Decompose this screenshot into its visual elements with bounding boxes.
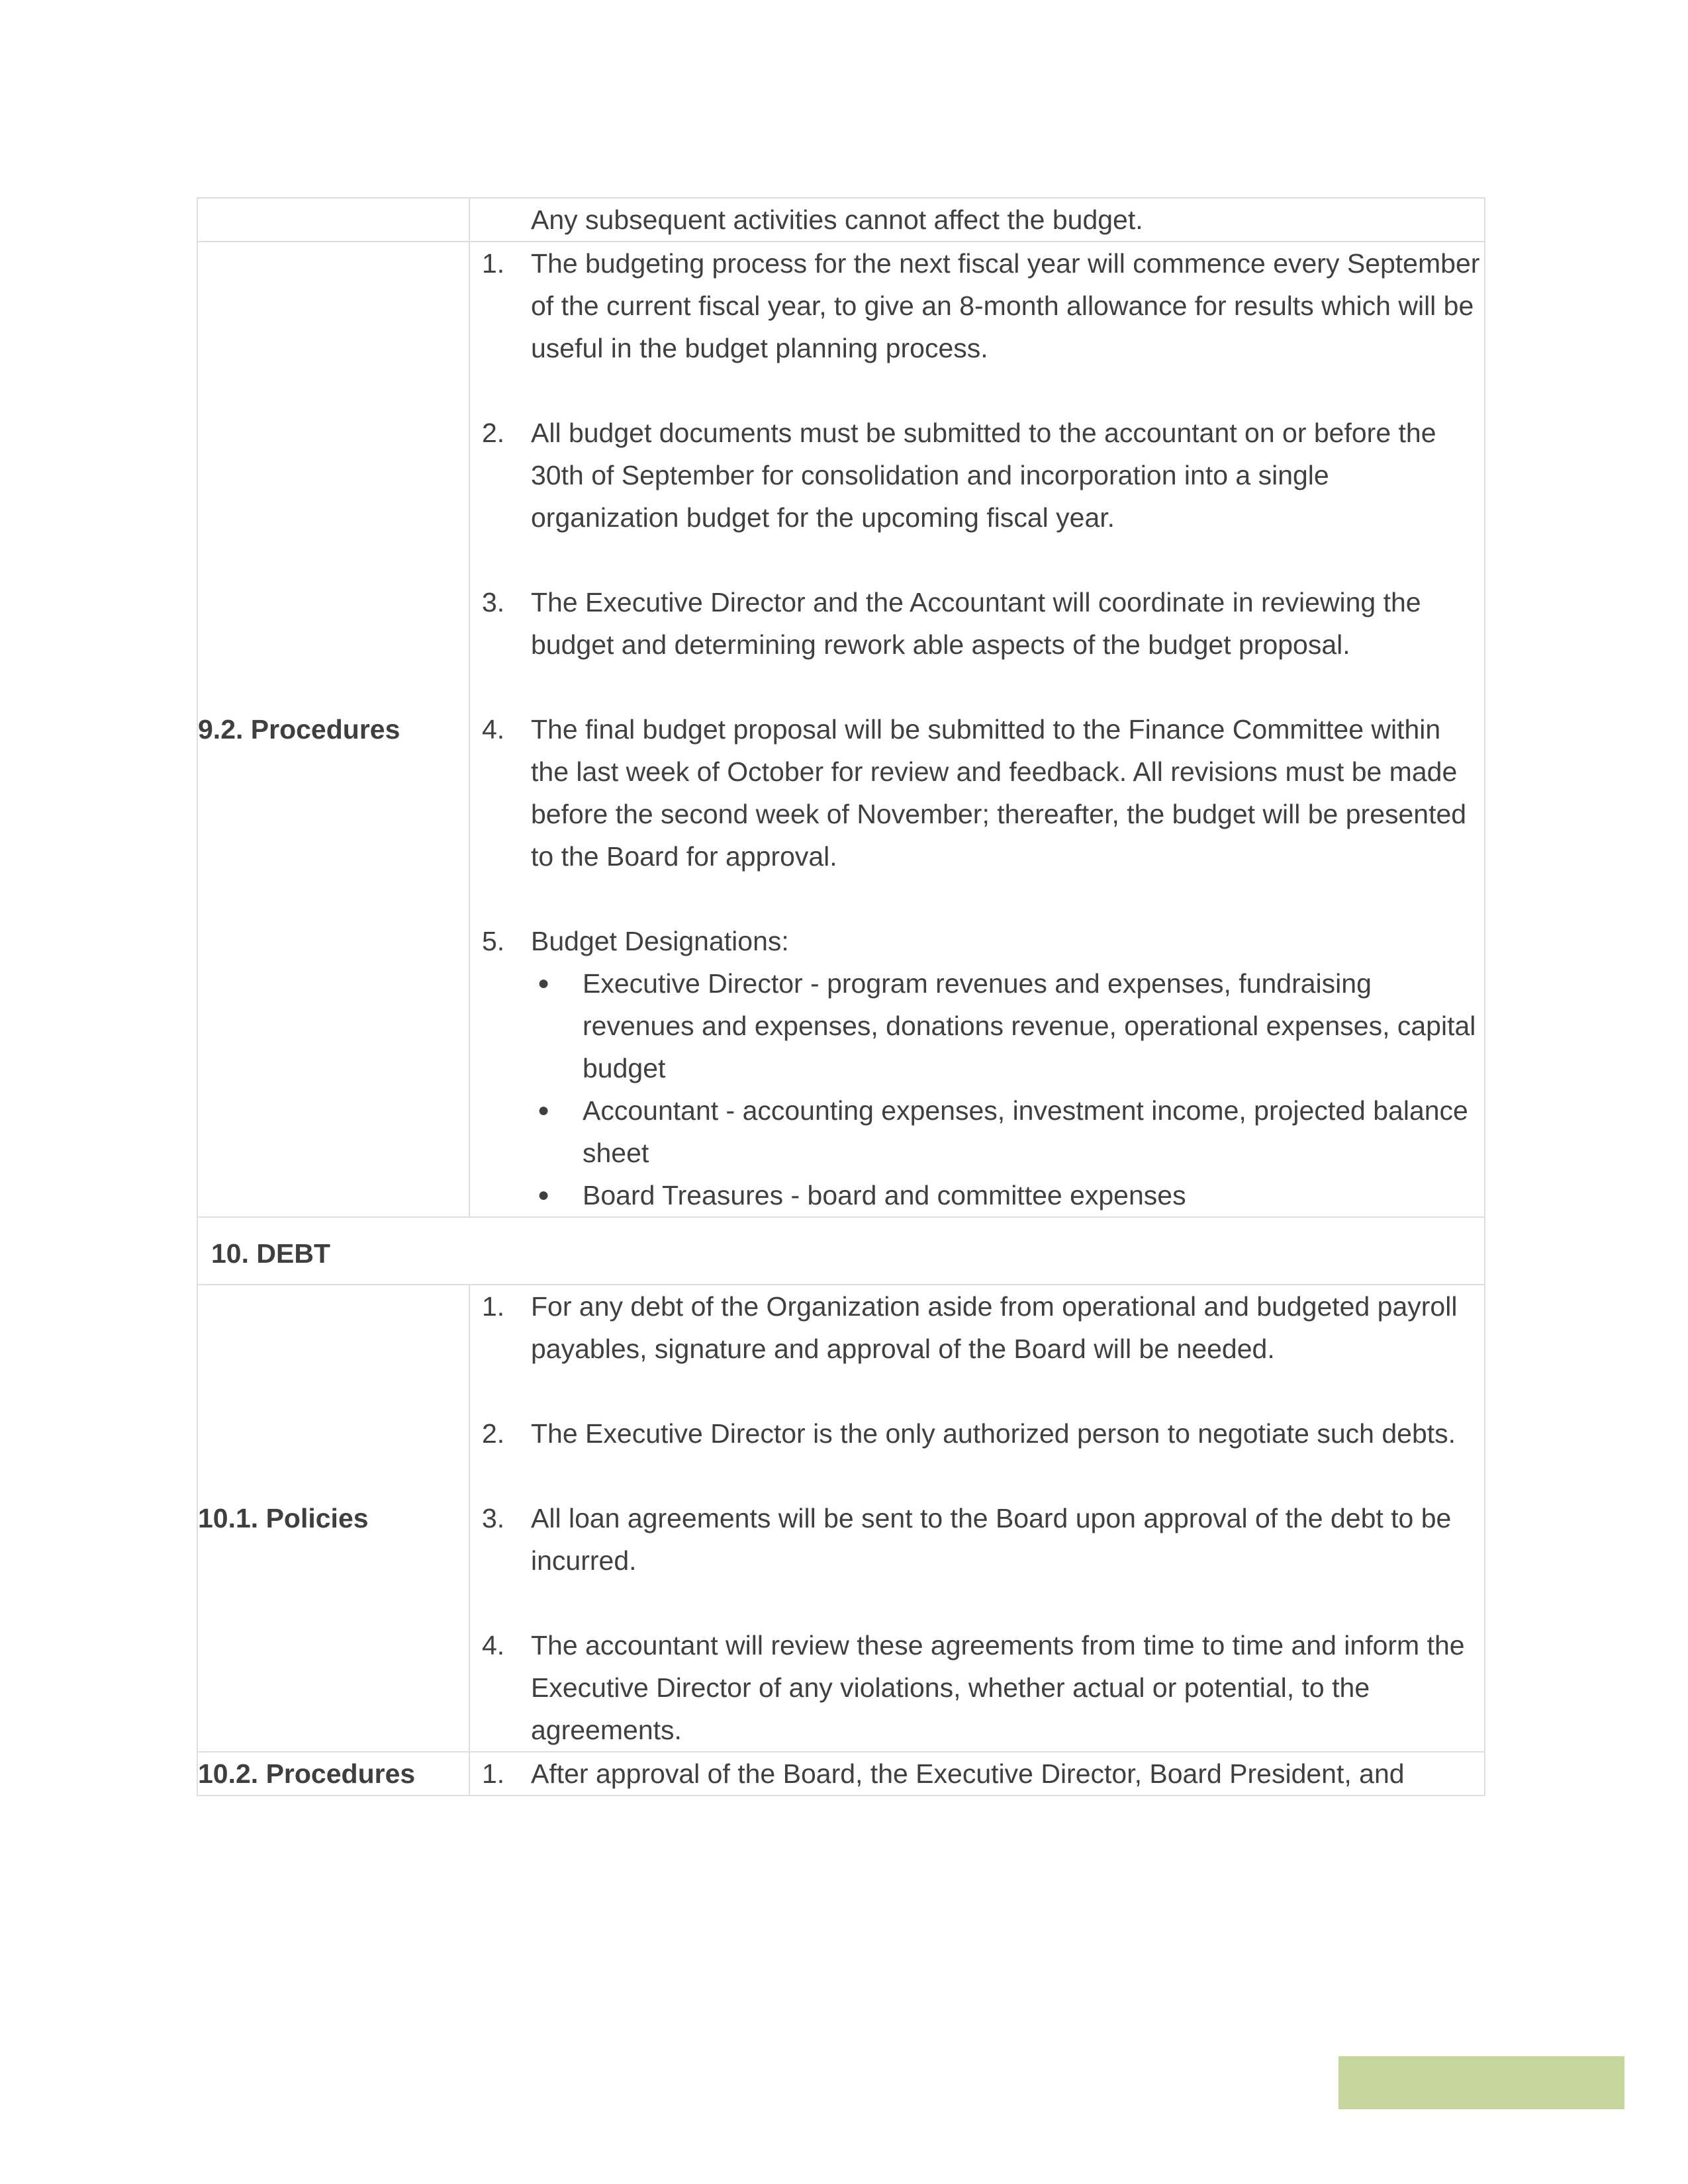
procedures-9-2-list bbox=[470, 242, 1484, 1216]
table-row-policies-10-1 bbox=[197, 1285, 1485, 1752]
section-label-9-2: 9.2. Procedures bbox=[197, 242, 469, 1217]
list-item bbox=[470, 242, 1484, 369]
footer-accent-bar bbox=[1338, 2056, 1624, 2109]
section-label-10-1: 10.1. Policies bbox=[197, 1285, 469, 1752]
item-number: 3. bbox=[482, 1503, 505, 1533]
list-item bbox=[470, 1412, 1484, 1455]
item-number: 5. bbox=[482, 926, 505, 956]
item-number: 4. bbox=[482, 1630, 505, 1661]
item-text: The budgeting process for the next fiscal year will commence every September of the current fiscal year, to give an 8-month allowance for results which will be useful in the budget planning process. bbox=[531, 248, 1480, 363]
continuation-text: Any subsequent activities cannot affect the budget. bbox=[531, 205, 1143, 235]
continuation-cell bbox=[469, 198, 1485, 242]
item-number: 1. bbox=[482, 1758, 505, 1789]
bullet-item bbox=[531, 1089, 1484, 1174]
list-item bbox=[470, 920, 1484, 1216]
item-number: 2. bbox=[482, 418, 505, 448]
list-item bbox=[470, 1752, 1484, 1795]
policies-10-1-body bbox=[469, 1285, 1485, 1752]
item-text: The final budget proposal will be submitted to the Finance Committee within the last week of October for review and feedback. All revisions must be made before the second week of November; thereafter, the budget will be presented to the Board for approval. bbox=[531, 714, 1467, 872]
section-label-10-2: 10.2. Procedures bbox=[197, 1752, 469, 1796]
section-heading-debt: 10. DEBT bbox=[197, 1217, 1485, 1285]
policies-10-1-list bbox=[470, 1285, 1484, 1751]
item-number: 2. bbox=[482, 1418, 505, 1449]
list-item bbox=[470, 581, 1484, 666]
table-row-procedures-9-2 bbox=[197, 242, 1485, 1217]
item-text: The accountant will review these agreements from time to time and inform the Executive Director of any violations, whether actual or potential, to the agreements. bbox=[531, 1630, 1465, 1745]
list-item bbox=[470, 708, 1484, 878]
item-text: Budget Designations: bbox=[531, 926, 789, 956]
item-number: 4. bbox=[482, 714, 505, 745]
item-number: 3. bbox=[482, 587, 505, 617]
list-item bbox=[470, 1285, 1484, 1370]
empty-label-cell bbox=[197, 198, 469, 242]
bullet-item bbox=[531, 1174, 1484, 1216]
bullet-item bbox=[531, 962, 1484, 1089]
item-text: All loan agreements will be sent to the Board upon approval of the debt to be incurred. bbox=[531, 1503, 1452, 1576]
list-item bbox=[470, 1497, 1484, 1582]
table-row-debt bbox=[197, 1217, 1485, 1285]
list-item bbox=[470, 412, 1484, 539]
bullet-text: Accountant - accounting expenses, investment income, projected balance sheet bbox=[583, 1095, 1468, 1168]
procedures-9-2-body bbox=[469, 242, 1485, 1217]
item-text: For any debt of the Organization aside from operational and budgeted payroll payables, signature and approval of the Board will be needed. bbox=[531, 1291, 1458, 1364]
table-row-procedures-10-2 bbox=[197, 1752, 1485, 1796]
item-text: After approval of the Board, the Executive Director, Board President, and bbox=[531, 1758, 1405, 1789]
item-number: 1. bbox=[482, 248, 505, 279]
budget-designations-list bbox=[531, 962, 1484, 1216]
procedures-10-2-body bbox=[469, 1752, 1485, 1796]
table-row-continuation bbox=[197, 198, 1485, 242]
procedures-10-2-list bbox=[470, 1752, 1484, 1795]
policy-table bbox=[197, 197, 1485, 1796]
bullet-text: Executive Director - program revenues and expenses, fundraising revenues and expenses, donations revenue, operational expenses, capital budget bbox=[583, 968, 1476, 1083]
bullet-icon: ● bbox=[538, 972, 550, 994]
bullet-icon: ● bbox=[538, 1099, 550, 1121]
item-text: The Executive Director and the Accountant will coordinate in reviewing the budget and determining rework able aspects of the budget proposal. bbox=[531, 587, 1421, 660]
list-item bbox=[470, 1624, 1484, 1751]
bullet-text: Board Treasures - board and committee expenses bbox=[583, 1180, 1186, 1210]
item-text: The Executive Director is the only authorized person to negotiate such debts. bbox=[531, 1418, 1456, 1449]
bullet-icon: ● bbox=[538, 1184, 550, 1206]
item-text: All budget documents must be submitted to the accountant on or before the 30th of September for consolidation and incorporation into a single organization budget for the upcoming fiscal year. bbox=[531, 418, 1436, 533]
item-number: 1. bbox=[482, 1291, 505, 1322]
